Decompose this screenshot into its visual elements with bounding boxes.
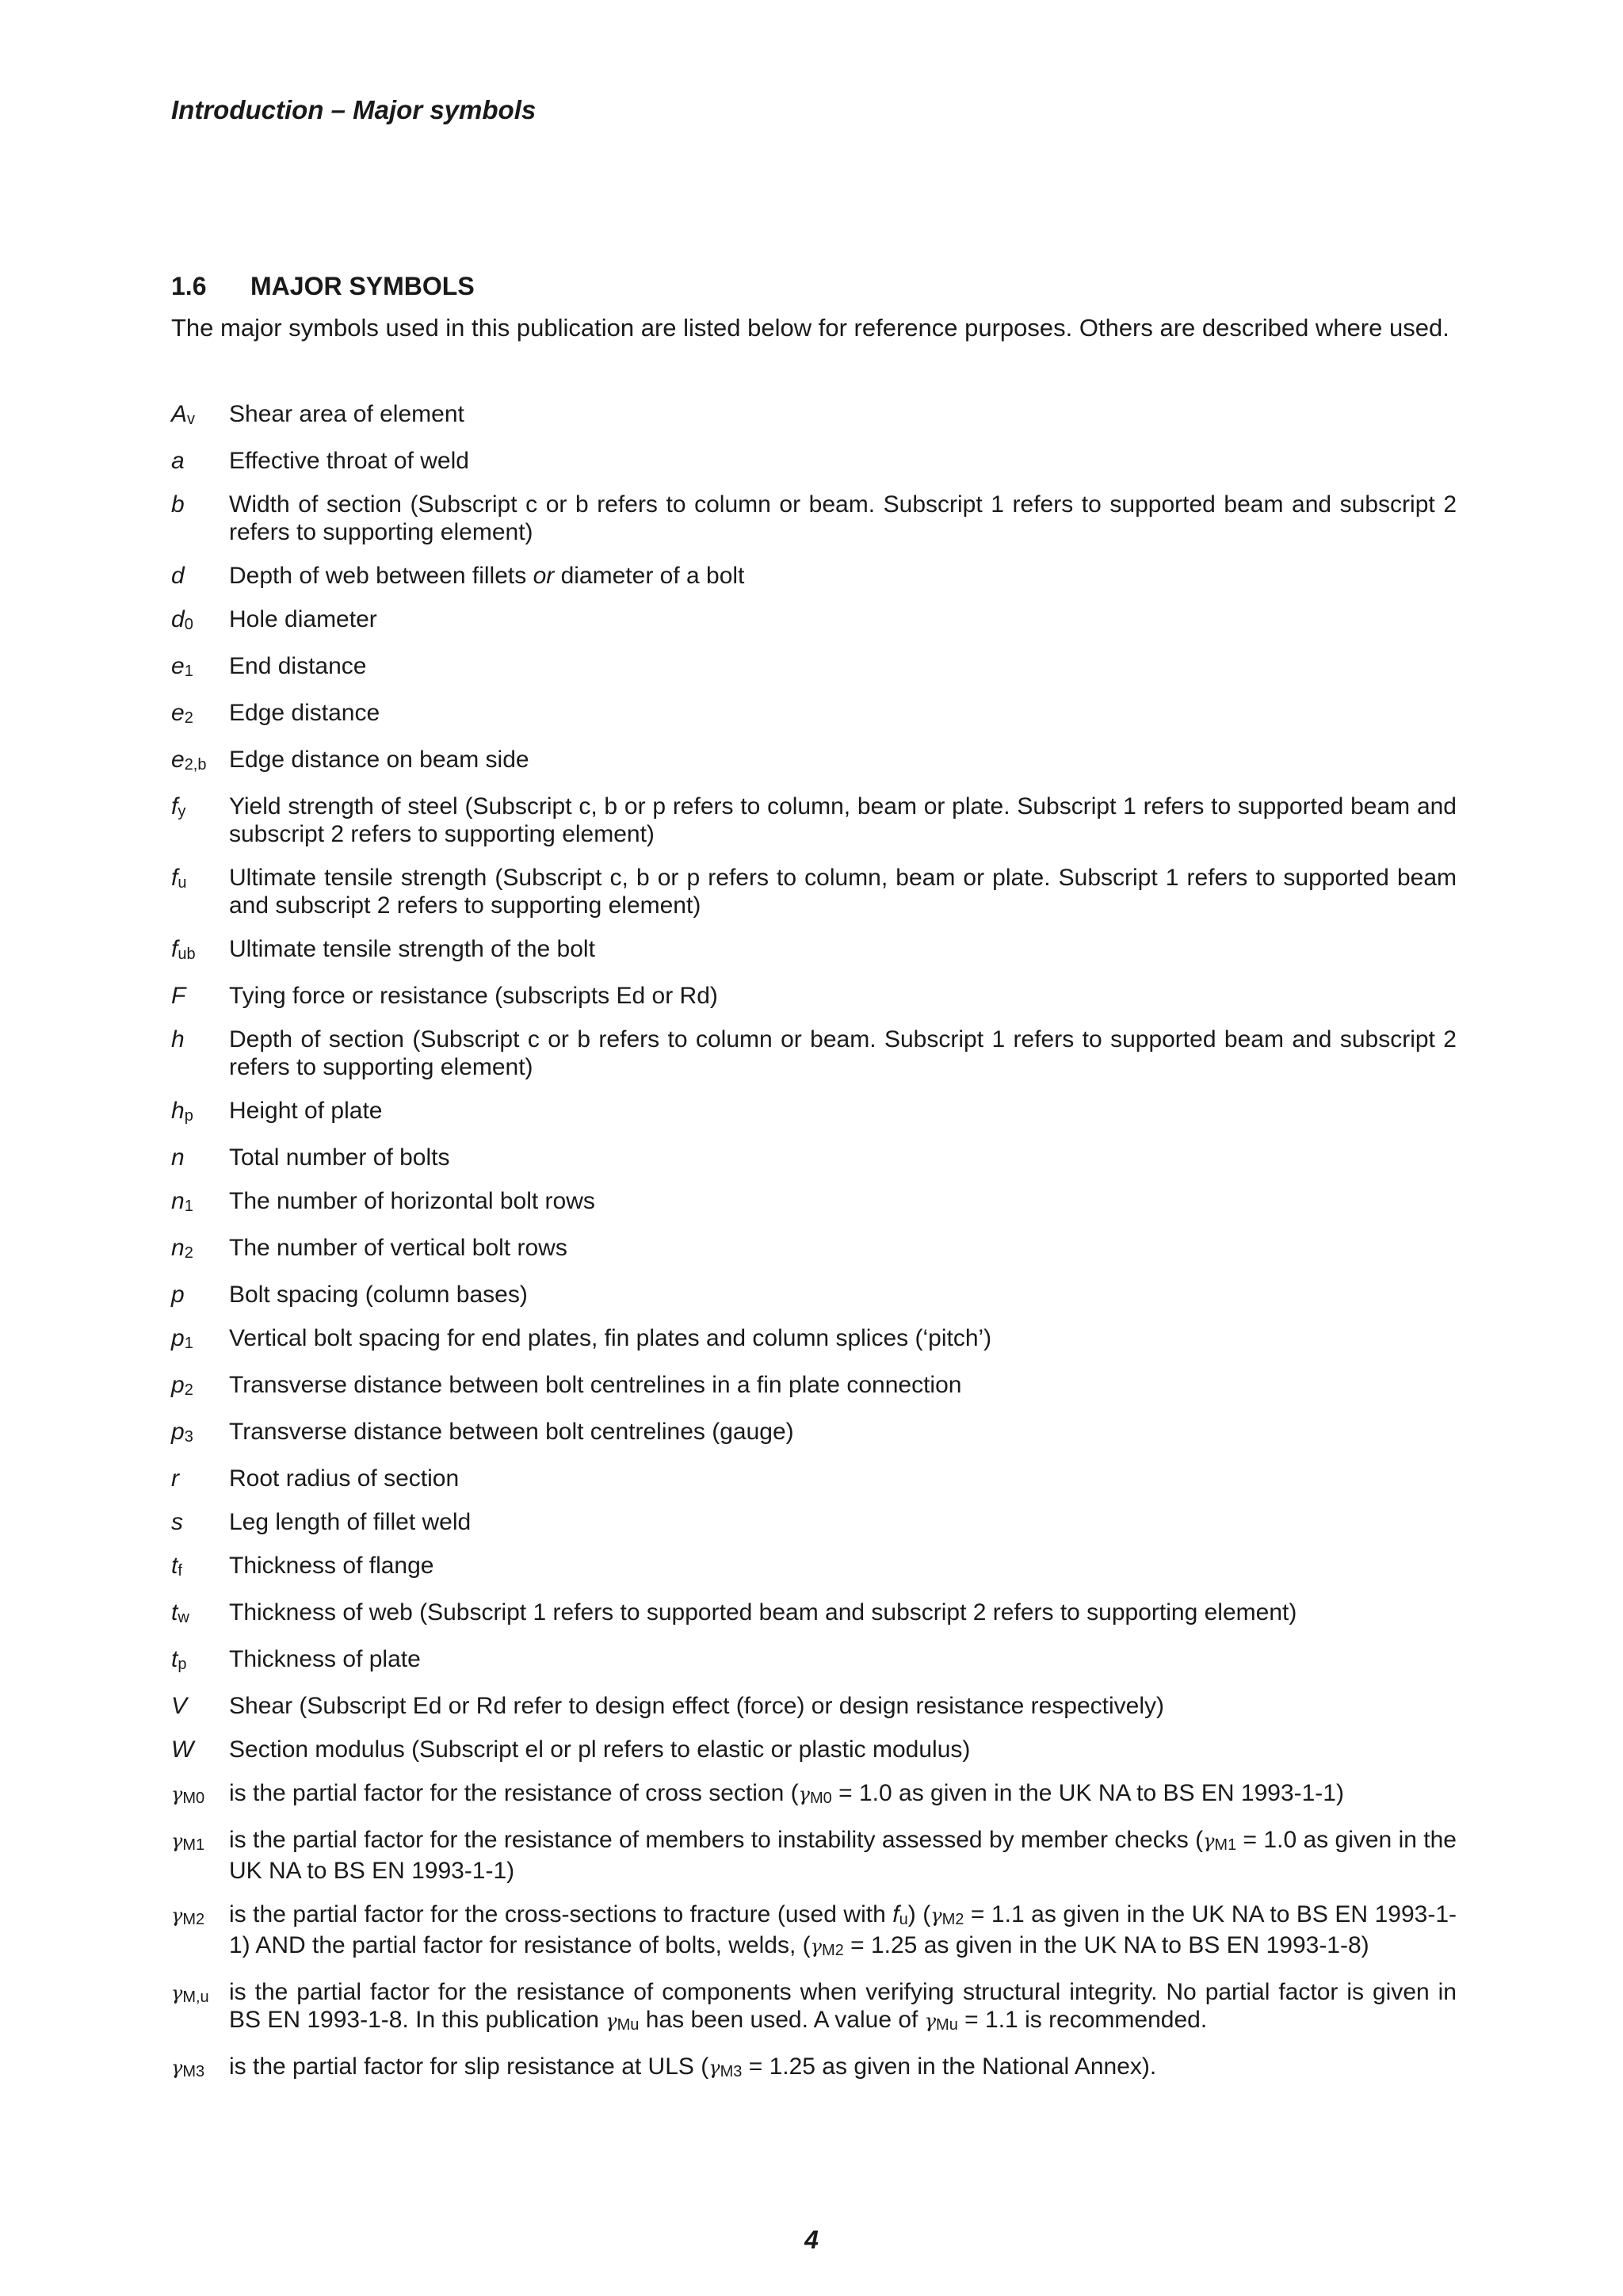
symbol-definition: Ultimate tensile strength of the bolt bbox=[229, 936, 595, 962]
symbol: $e_1$ bbox=[171, 653, 193, 680]
symbol-definition: is the partial factor for slip resistance at ULS ($\gamma_{M3} = 1.25$ as given in the National Annex). bbox=[229, 2053, 1157, 2080]
symbol-row-d0 bbox=[171, 606, 1457, 636]
symbol-definition: Shear (Subscript Ed or Rd refer to design effect (force) or design resistance respectively) bbox=[229, 1693, 1164, 1719]
symbol-definition: Root radius of section bbox=[229, 1465, 460, 1492]
symbol: $\gamma_{M,u}$ bbox=[171, 1982, 209, 2006]
symbol-definition: Thickness of flange bbox=[229, 1553, 434, 1579]
symbol-definition: Vertical bolt spacing for end plates, fin plates and column splices (‘pitch’) bbox=[229, 1325, 992, 1351]
page-number: 4 bbox=[804, 2225, 819, 2254]
symbol-row-av bbox=[171, 400, 1457, 431]
symbol-definition: Depth of section (Subscript c or b refers to column or beam. Subscript 1 refers to supported beam and subscript 2 refers to supporting element) bbox=[229, 1026, 1457, 1080]
symbol-row-fu bbox=[171, 864, 1457, 919]
symbol-definition: Thickness of web (Subscript 1 refers to supported beam and subscript 2 refers to supporting element) bbox=[229, 1599, 1297, 1626]
symbol-row-hp bbox=[171, 1097, 1457, 1128]
symbol: s bbox=[171, 1509, 183, 1535]
running-header: Introduction – Major symbols bbox=[171, 95, 537, 124]
symbol-definition: is the partial factor for the resistance of cross section ($\gamma_{M0} = 1.0$ as given in the UK NA to BS EN 1993-1-1) bbox=[229, 1780, 1344, 1807]
symbol-row-gamma-m3 bbox=[171, 2053, 1457, 2084]
symbol: $f_{ub}$ bbox=[171, 936, 196, 963]
symbol: $\gamma_{M2}$ bbox=[171, 1904, 205, 1928]
symbol-row-n bbox=[171, 1144, 1457, 1171]
symbol-row-p1 bbox=[171, 1324, 1457, 1355]
symbol: $t_p$ bbox=[171, 1646, 187, 1673]
symbol: V bbox=[171, 1693, 188, 1719]
symbol-row-e1 bbox=[171, 652, 1457, 683]
symbol-row-F bbox=[171, 982, 1457, 1010]
symbol-row-b bbox=[171, 491, 1457, 546]
symbol-row-h bbox=[171, 1026, 1457, 1081]
symbol: F bbox=[171, 983, 186, 1009]
symbol-row-n1 bbox=[171, 1187, 1457, 1218]
symbol-definition: Transverse distance between bolt centrelines (gauge) bbox=[229, 1419, 794, 1445]
symbol-definition: Thickness of plate bbox=[229, 1646, 421, 1672]
symbol: p bbox=[171, 1282, 185, 1308]
symbol-definition: The number of horizontal bolt rows bbox=[229, 1188, 595, 1214]
symbol-row-gamma-mu bbox=[171, 1978, 1457, 2037]
section-title: MAJOR SYMBOLS bbox=[250, 272, 475, 300]
symbol-definition: Edge distance on beam side bbox=[229, 747, 529, 773]
symbol-row-d bbox=[171, 562, 1457, 590]
symbol-definition: Tying force or resistance (subscripts Ed or Rd) bbox=[229, 983, 718, 1009]
symbol-row-fub bbox=[171, 935, 1457, 966]
intro-paragraph: The major symbols used in this publication are listed below for reference purposes. Others are described where used. bbox=[171, 314, 1449, 342]
symbol: $\gamma_{M3}$ bbox=[171, 2057, 205, 2080]
symbol: $p_3$ bbox=[171, 1419, 193, 1446]
symbol-definition: Hole diameter bbox=[229, 606, 377, 632]
symbol: $e_{2,b}$ bbox=[171, 747, 207, 774]
symbol-definition: Leg length of fillet weld bbox=[229, 1509, 472, 1535]
symbol-definition: Bolt spacing (column bases) bbox=[229, 1282, 528, 1308]
symbol-row-p bbox=[171, 1281, 1457, 1308]
symbol: $d_0$ bbox=[171, 606, 193, 633]
symbol-definition: Effective throat of weld bbox=[229, 448, 469, 474]
symbol-definition: Transverse distance between bolt centrelines in a fin plate connection bbox=[229, 1372, 962, 1398]
symbol-definition: Depth of web between fillets or diameter of a bolt bbox=[229, 563, 745, 589]
symbol: $e_2$ bbox=[171, 700, 193, 727]
symbol-definition: is the partial factor for the resistance of components when verifying structural integrity. No partial factor is given in BS EN 1993-1-8. In this publication $\gamma_{Mu}$ has been used. A value of $\gamma_{Mu} = 1.1$ is recommended. bbox=[229, 1979, 1457, 2034]
symbol: $h_p$ bbox=[171, 1098, 193, 1125]
symbol-row-s bbox=[171, 1508, 1457, 1536]
symbol-list bbox=[171, 400, 1457, 2099]
symbol-row-fy bbox=[171, 793, 1457, 848]
symbol: $f_y$ bbox=[171, 793, 186, 820]
symbol-definition: Edge distance bbox=[229, 700, 380, 726]
symbol: $f_u$ bbox=[171, 865, 187, 892]
symbol: h bbox=[171, 1026, 185, 1052]
symbol-row-tw bbox=[171, 1599, 1457, 1629]
symbol-row-e2b bbox=[171, 746, 1457, 777]
symbol-row-p2 bbox=[171, 1371, 1457, 1402]
symbol: b bbox=[171, 491, 185, 518]
symbol-definition: Total number of bolts bbox=[229, 1144, 450, 1171]
section-number: 1.6 bbox=[171, 272, 207, 300]
symbol: W bbox=[171, 1736, 194, 1763]
symbol: $A_v$ bbox=[171, 401, 196, 428]
symbol-definition: is the partial factor for the resistance of members to instability assessed by member checks ($\gamma_{M1} = 1.0$ as given in the UK NA to BS EN 1993-1-1) bbox=[229, 1827, 1457, 1884]
symbol-row-r bbox=[171, 1465, 1457, 1492]
symbol-definition: Height of plate bbox=[229, 1098, 383, 1124]
symbol: $\gamma_{M0}$ bbox=[171, 1783, 205, 1807]
symbol: n bbox=[171, 1144, 185, 1171]
symbol: $n_2$ bbox=[171, 1235, 193, 1262]
symbol-row-p3 bbox=[171, 1418, 1457, 1449]
symbol: $p_2$ bbox=[171, 1372, 193, 1399]
symbol-definition: End distance bbox=[229, 653, 367, 679]
symbol-row-gamma-m1 bbox=[171, 1826, 1457, 1885]
symbol-row-a bbox=[171, 447, 1457, 475]
symbol: r bbox=[171, 1465, 179, 1492]
symbol-definition: Yield strength of steel (Subscript c, b or p refers to column, beam or plate. Subscript 1 refers to supported beam and subscript 2 refers to supporting element) bbox=[229, 793, 1457, 847]
symbol-row-tp bbox=[171, 1645, 1457, 1676]
symbol-row-tf bbox=[171, 1552, 1457, 1583]
symbol: $p_1$ bbox=[171, 1325, 193, 1352]
symbol-definition: The number of vertical bolt rows bbox=[229, 1235, 567, 1261]
symbol-definition: Width of section (Subscript c or b refers to column or beam. Subscript 1 refers to supported beam and subscript 2 refers to supporting element) bbox=[229, 491, 1457, 545]
symbol: d bbox=[171, 563, 185, 589]
symbol-row-W bbox=[171, 1736, 1457, 1763]
symbol-definition: Section modulus (Subscript el or pl refers to elastic or plastic modulus) bbox=[229, 1736, 971, 1763]
symbol: a bbox=[171, 448, 185, 474]
symbol-definition: is the partial factor for the cross-sections to fracture (used with $f_u$) ($\gamma_{M2} = 1.1$ as given in the UK NA to BS EN 1993-1-1) AND the partial factor for resistance of bolts, welds, ($\gamma_{M2} = 1.25$ as given in the UK NA to BS EN 1993-1-8) bbox=[229, 1901, 1457, 1959]
symbol: $t_f$ bbox=[171, 1553, 182, 1580]
symbol-definition: Shear area of element bbox=[229, 401, 464, 427]
symbol-definition: Ultimate tensile strength (Subscript c, b or p refers to column, beam or plate. Subscript 1 refers to supported beam and subscript 2 refers to supporting element) bbox=[229, 865, 1457, 919]
section-heading bbox=[171, 272, 475, 301]
symbol: $n_1$ bbox=[171, 1188, 193, 1215]
symbol-row-gamma-m0 bbox=[171, 1779, 1457, 1810]
symbol: $\gamma_{M1}$ bbox=[171, 1830, 205, 1854]
symbol: $t_w$ bbox=[171, 1599, 189, 1626]
symbol-row-e2 bbox=[171, 699, 1457, 730]
symbol-row-n2 bbox=[171, 1234, 1457, 1265]
symbol-row-gamma-m2 bbox=[171, 1901, 1457, 1962]
symbol-row-V bbox=[171, 1692, 1457, 1720]
